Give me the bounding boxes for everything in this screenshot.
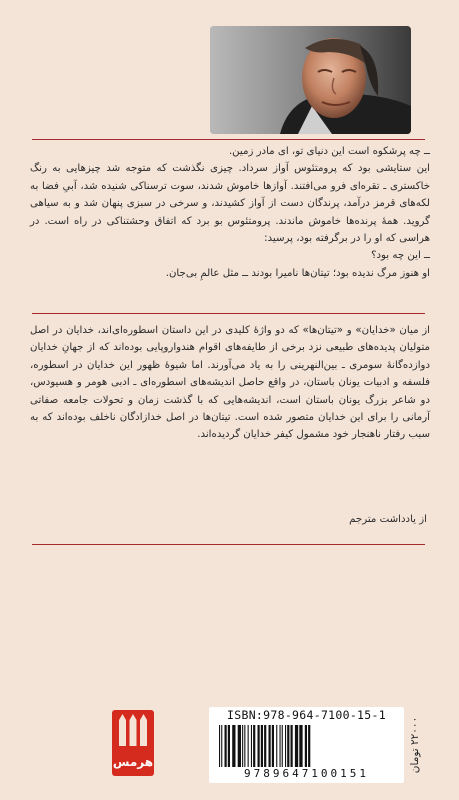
excerpt-line-1: ــ چه پرشکوه است این دنیای تو، ای مادر زمین. [228, 146, 430, 157]
barcode-image [215, 725, 398, 767]
excerpt-line-4: او هنوز مرگ ندیده بود؛ تیتان‌ها نامیرا بودند ــ مثل عالمِ بی‌جان. [165, 267, 430, 279]
publisher-logo [112, 710, 154, 776]
barcode-bar [261, 725, 263, 767]
divider-top [32, 139, 425, 140]
barcode-bar [253, 725, 255, 767]
excerpt-line-3: ــ این چه بود؟ [371, 250, 430, 262]
barcode-bar [232, 725, 235, 767]
barcode-bar [242, 725, 243, 767]
barcode-bar [282, 725, 283, 767]
barcode-bar [238, 725, 241, 767]
barcode-bar [248, 725, 249, 767]
publisher-logo-icon [112, 710, 154, 776]
translator-note [30, 322, 430, 444]
barcode-bar [225, 725, 227, 767]
barcode-bar [305, 725, 307, 767]
barcode-bar [308, 725, 310, 767]
barcode-bar [244, 725, 245, 767]
barcode-number: 9789647100151 [243, 767, 370, 780]
divider-bottom [32, 544, 425, 545]
barcode-bar [269, 725, 271, 767]
barcode-bar [228, 725, 230, 767]
barcode-bar [264, 725, 266, 767]
barcode-bar [276, 725, 277, 767]
translator-note-text: از میان «خدایان» و «تیتان‌ها» که دو واژهٔ کلیدی در این داستان اسطوره‌ای‌اند، خدایان در اصل متولیان پدیده‌های طبیعی نزد برخی از طایفه‌های اقوام هندواروپایی بوده‌اند که از جهانِ خدایان دوازده‌گانهٔ سومری ـ بین‌النهرینی را به یاد می‌آورند. اما شیوهٔ ظهور این خدایان در اسطوره، فلسفه و ادبیات یونان باستان، در واقع حاصل اندیشه‌های اسطوره‌ای ـ ادبی هومر و هسیودس، دو شاعر بزرگ یونان باستان است، اندیشه‌هایی که با گذشت زمان و تحولات جامعه صفاتی آرمانی را برای این خدایان متصور شده است. تیتان‌ها در اصل خدازادگان ناخلف بوده‌اند که به سبب رفتار ناهنجار خود مشمول کیفر خدایان گردیده‌اند. [30, 325, 430, 441]
barcode-bar [258, 725, 260, 767]
barcode-bar [280, 725, 281, 767]
barcode-bar [287, 725, 289, 767]
barcode-bar [251, 725, 252, 767]
barcode-bar [219, 725, 220, 767]
author-photo [210, 26, 411, 134]
barcode-bar [295, 725, 298, 767]
barcode-bar [299, 725, 302, 767]
publisher-name: هرمس [112, 755, 154, 769]
isbn-label: ISBN:978-964-7100-15-1 [227, 708, 386, 722]
barcode-bar [285, 725, 286, 767]
price-text: ۲۲۰۰۰ تومان [409, 716, 421, 774]
excerpt-line-2: این ستایشی بود که پرومتئوس آواز سرداد. چیزی نگذشت که متوجه شد چیزهایی به رنگ خاکستری ـ تقره‌ای فرو می‌افتند. آوازها خاموش شدند، سوت ترسناکی شنیده شد، آبیِ فضا به لکه‌های قرمز درآمد، پرندگان دست از آواز کشیدند، و سرخی در سبزی پنهان شد و به سیاهی گروید. همهٔ پرنده‌ها خاموش ماندند. پرومتئوس بو برد که اتفاق وحشتناکی در راه است. در هراسی که او را در برگرفته بود، پرسید: [30, 163, 430, 245]
excerpt-block [30, 143, 430, 282]
translator-note-credit: از یادداشت مترجم [349, 514, 427, 525]
isbn-barcode-box [209, 707, 404, 783]
price-tag [404, 707, 426, 783]
author-portrait-image [210, 26, 411, 134]
barcode-bar [221, 725, 222, 767]
barcode-bar [272, 725, 274, 767]
divider-middle [32, 313, 425, 314]
barcode-bar [291, 725, 293, 767]
